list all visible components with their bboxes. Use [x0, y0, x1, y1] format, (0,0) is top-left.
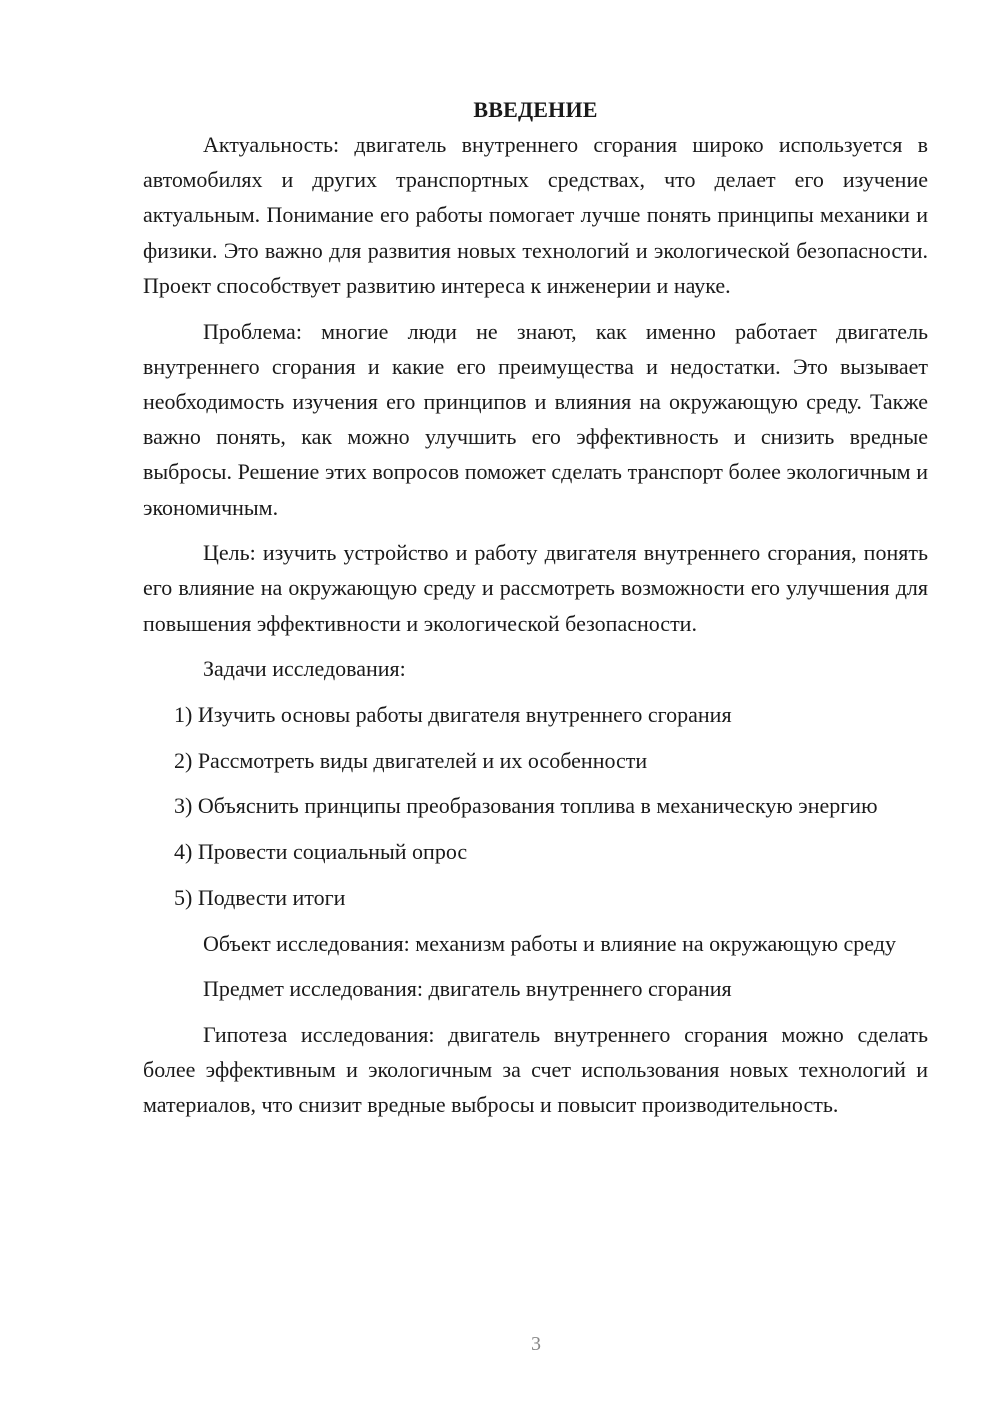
document-page	[143, 92, 928, 1123]
subject-paragraph: Предмет исследования: двигатель внутреннего сгорания	[203, 976, 732, 1002]
hypothesis-paragraph: Гипотеза исследования: двигатель внутреннего сгорания можно сделать более эффективным и экологичным за счет использования новых технологий и материалов, что снизит вредные выбросы и повысит производительность.	[143, 1021, 928, 1118]
goal-paragraph: Цель: изучить устройство и работу двигателя внутреннего сгорания, понять его влияние на окружающую среду и рассмотреть возможности его улучшения для повышения эффективности и экологической безопасности.	[143, 540, 928, 636]
problem-paragraph: Проблема: многие люди не знают, как именно работает двигатель внутреннего сгорания и какие его преимущества и недостатки. Это вызывает необходимость изучения его принципов и влияния на окружающую среду. Также важно понять, как можно улучшить его эффективность и снизить вредные выбросы. Решение этих вопросов поможет сделать транспорт более экологичным и экономичным.	[143, 318, 928, 520]
task-item: 2) Рассмотреть виды двигателей и их особенности	[174, 747, 648, 773]
task-item: 3) Объяснить принципы преобразования топлива в механическую энергию	[174, 793, 878, 819]
section-title: ВВЕДЕНИЕ	[473, 97, 598, 122]
task-item: 5) Подвести итоги	[174, 884, 346, 910]
page-number: 3	[531, 1333, 541, 1355]
object-paragraph: Объект исследования: механизм работы и влияние на окружающую среду	[203, 930, 896, 956]
relevance-paragraph: Актуальность: двигатель внутреннего сгорания широко используется в автомобилях и других транспортных средствах, что делает его изучение актуальным. Понимание его работы помогает лучше понять принципы механики и физики. Это важно для развития новых технологий и экологической безопасности. Проект способствует развитию интереса к инженерии и науке.	[143, 132, 928, 298]
task-item: 1) Изучить основы работы двигателя внутреннего сгорания	[174, 702, 732, 728]
tasks-heading: Задачи исследования:	[203, 656, 406, 682]
task-item: 4) Провести социальный опрос	[174, 839, 468, 865]
